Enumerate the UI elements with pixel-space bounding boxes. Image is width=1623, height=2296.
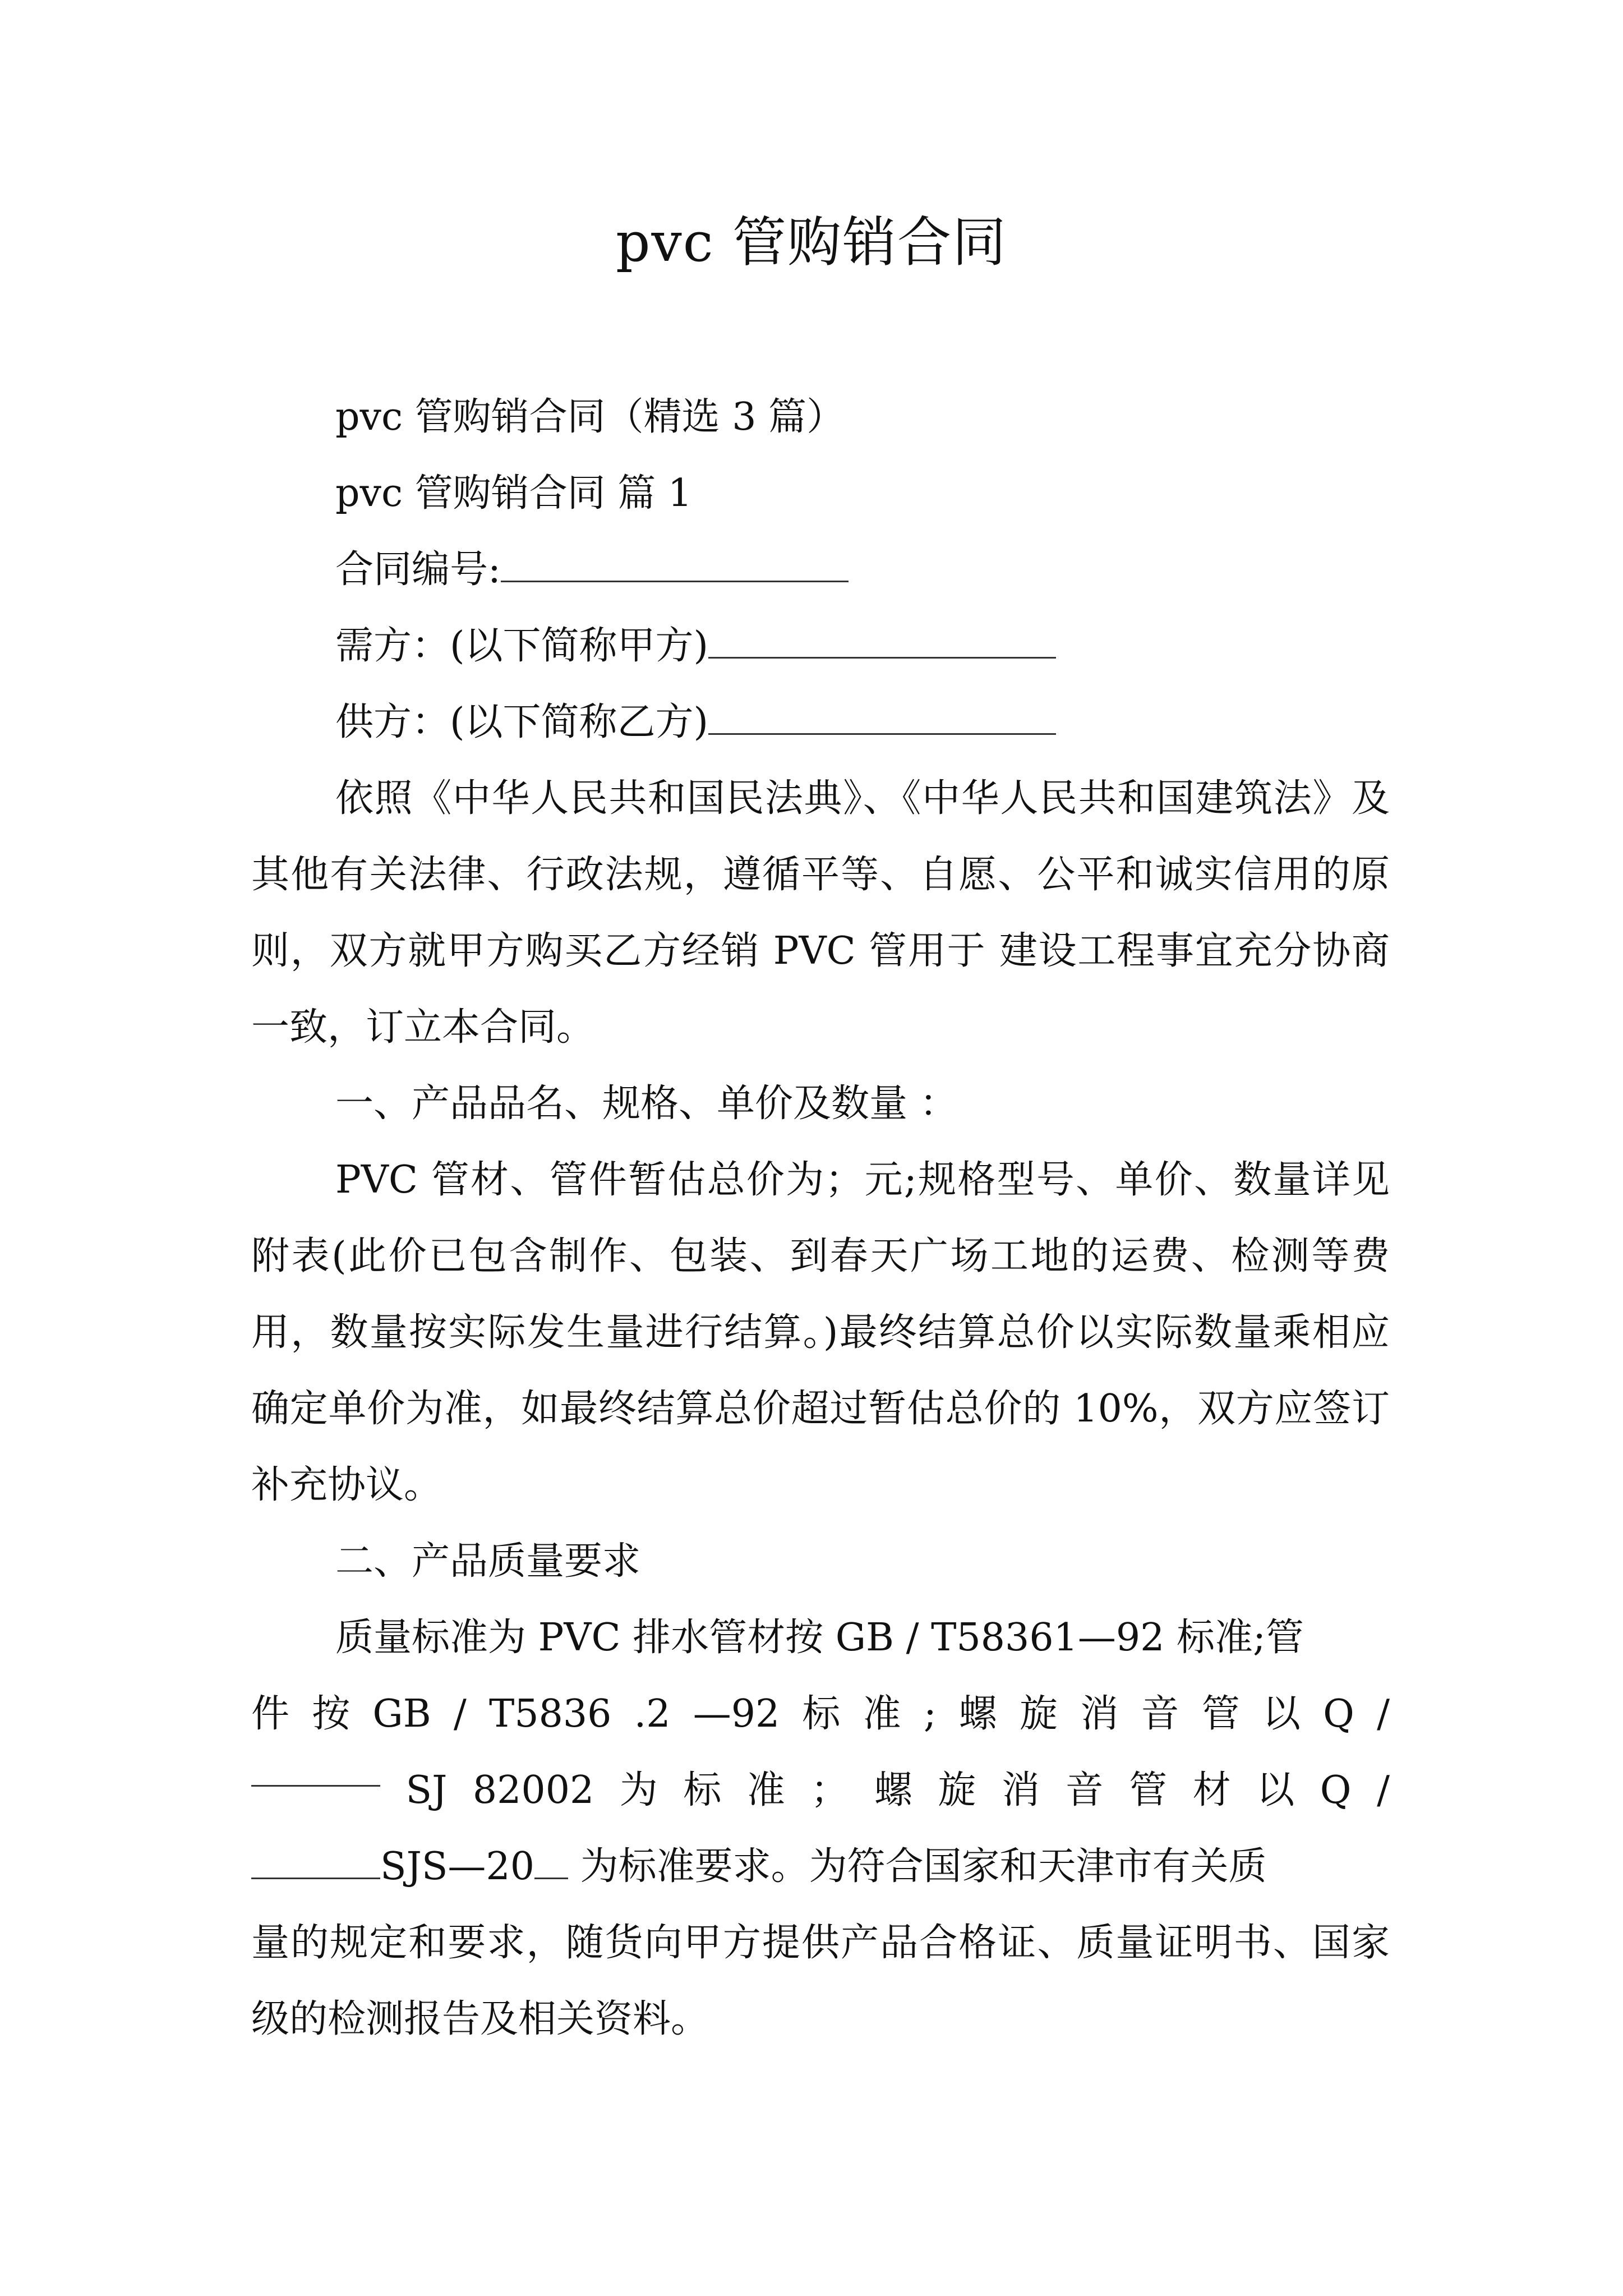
standard-year-blank [534,1845,568,1879]
seller-blank [708,701,1056,735]
spaced-token: ; [923,1692,937,1736]
spaced-token: 旋 [1020,1692,1058,1736]
spaced-token: 以 [1256,1768,1295,1812]
spaced-token: ； [810,1768,849,1812]
spaced-token: / [1377,1692,1390,1736]
clause-2-line-2 [251,1676,1390,1752]
clause-2-line-1: 质量标准为 PVC 排水管材按 GB / T58361—92 标准;管 [335,1616,1304,1660]
spaced-token: 件 [251,1692,290,1736]
spaced-token: —92 [693,1692,780,1736]
document-title: pvc 管购销合同 [616,211,1007,274]
clause-2-paragraph-rest: 量的规定和要求，随货向甲方提供产品合格证、质量证明书、国家级的检测报告及相关资料。 [251,1921,1390,2041]
spaced-token: 准 [863,1692,901,1736]
spaced-token: Q [1323,1692,1354,1736]
spaced-token: 82002 [472,1768,594,1812]
seller-label: 供方：(以下简称乙方) [335,700,709,744]
buyer-blank [708,624,1056,659]
clause-2-line-3 [251,1752,1390,1829]
spaced-token: 螺 [874,1768,912,1812]
standard-prefix-blank [251,1845,380,1879]
clause-1-paragraph: PVC 管材、管件暂估总价为；元;规格型号、单价、数量详见附表(此价已包含制作、包装、到春天广场工地的运费、检测等费用，数量按实际发生量进行结算。)最终结算总价以实际数量乘相应确定单价为准，如最终结算总价超过暂估总价的 10%，双方应签订补充协议。 [251,1158,1390,1507]
document-body [251,379,1390,2058]
spaced-token: / [1377,1768,1390,1812]
spaced-token: 音 [1065,1768,1104,1812]
spaced-token: / [453,1692,467,1736]
spaced-token: 螺 [958,1692,997,1736]
section-heading: pvc 管购销合同 篇 1 [335,471,693,516]
spaced-token: .2 [634,1692,671,1736]
contract-number-label: 合同编号: [335,547,501,592]
spaced-token: 消 [1002,1768,1040,1812]
standard-requirement-text: 为标准要求。为符合国家和天津市有关质 [580,1844,1267,1889]
spaced-token: 管 [1201,1692,1240,1736]
spaced-token: 准 [746,1768,785,1812]
buyer-line [251,608,1390,684]
spaced-token: 按 [312,1692,351,1736]
spaced-token: SJ [405,1768,448,1812]
standard-code: SJS—20 [380,1844,534,1889]
document-subtitle: pvc 管购销合同（精选 3 篇） [335,395,845,439]
spaced-token: 以 [1262,1692,1301,1736]
spaced-token: 为 [619,1768,658,1812]
spaced-token: T5836 [489,1692,612,1736]
buyer-label: 需方：(以下简称甲方) [335,624,709,668]
spaced-token: GB [372,1692,431,1736]
contract-number-line [251,532,1390,608]
spaced-token: 旋 [938,1768,976,1812]
clause-2-heading: 二、产品质量要求 [335,1539,641,1584]
clause-1-heading: 一、产品品名、规格、单价及数量 ： [335,1082,958,1126]
seller-line [251,684,1390,761]
spaced-token: 标 [802,1692,841,1736]
spaced-token: Q [1320,1768,1352,1812]
spaced-token: 管 [1129,1768,1168,1812]
spaced-token: 标 [683,1768,722,1812]
spaced-token: 消 [1080,1692,1119,1736]
contract-number-blank [501,548,849,582]
intro-paragraph: 依照《中华人民共和国民法典》、《中华人民共和国建筑法》及其他有关法律、行政法规，遵循平等、自愿、公平和诚实信用的原则，双方就甲方购买乙方经销 PVC 管用于 建设工程事宜充分协商一致，订立本合同。 [251,776,1390,1050]
standard-prefix-blank [251,1752,380,1787]
spaced-token: 材 [1192,1768,1231,1812]
spaced-token: 音 [1141,1692,1179,1736]
clause-2-line-4 [251,1829,1390,1905]
